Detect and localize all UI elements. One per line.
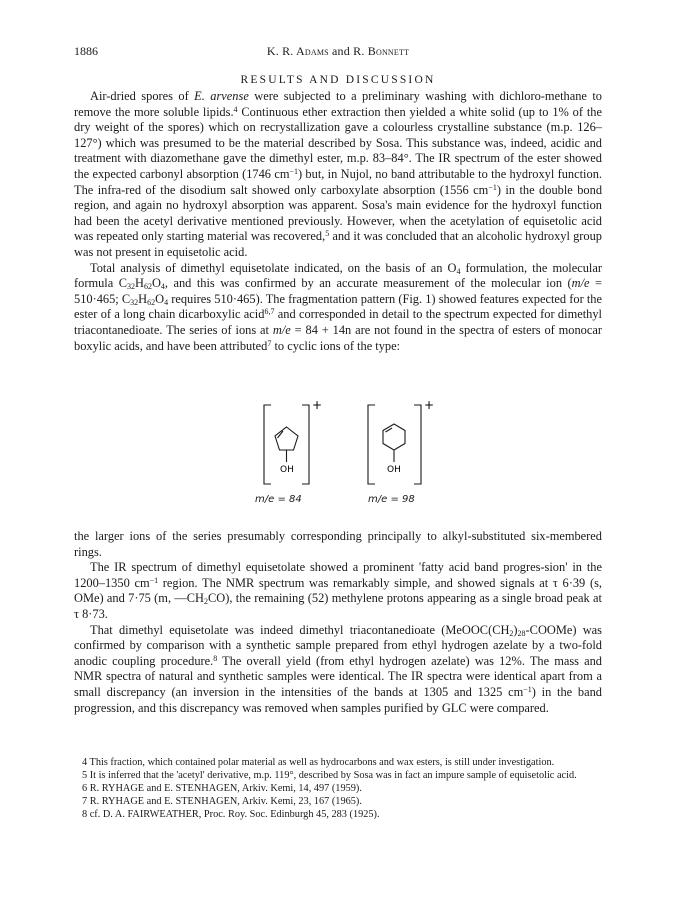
paragraph-2: Total analysis of dimethyl equisetolate indicated, on the basis of an $O_4$ formulation, the molecular formula $C_{32}H_{62}O_4$, and this was confirmed by an accurate measurement of the molecular ion (m/e = 510·465; $C_{32}H_{62}O_4$ requires 510·465). The fragmentation pattern (Fig. 1) showed features expected for the ester of a long chain dicarboxylic acid$^{6,7}$ and corresponded in detail to the spectrum expected for dimethyl triacontanedioate. The series of ions at m/e = 84 + 14n are not found in the spectra of esters of monocar boxylic acids, and have been attributed$^7$ to cyclic ions of the type: xyxy=(74,260,602,353)
caption-me-98: m/e = 98 xyxy=(368,494,415,505)
footnote-7: 7 R. RYHAGE and E. STENHAGEN, Arkiv. Kemi, 23, 167 (1965). xyxy=(82,796,362,807)
body-text-upper xyxy=(74,89,602,354)
bracket-left-open xyxy=(264,405,271,484)
paragraph-1: Air-dried spores of E. arvense were subjected to a preliminary washing with dichloro-methane to remove the more soluble lipids.$^4$ Continuous ether extraction then yielded a white solid (up to 1% of the dry weight of the spores) which on recrystallization gave a colourless crystalline substance (m.p. 126–127°) which was presumed to be the material described by Sosa. This substance was, indeed, acidic and treatment with diazomethane gave the dimethyl ester, m.p. 83–84°. The IR spectrum of the ester showed the expected carbonyl absorption (1746 $cm^{-1}$) but, in Nujol, no band attributable to the hydroxyl function. The infra-red of the disodium salt showed only carboxylate absorption (1556 $cm^{-1}$) in the double bond region, and again no hydroxyl absorption was apparent. Sosa's main evidence for the hydroxyl function had been the acetyl derivative mentioned previously. However, when the acetylation of equisetolic acid was repeated only starting material was recovered,$^5$ and it was concluded that an alcoholic hydroxyl group was not present in equisetolic acid. xyxy=(74,89,603,259)
page-header xyxy=(74,44,602,60)
footnotes xyxy=(80,756,602,821)
plus-left: + xyxy=(312,400,323,412)
bracket-right-open xyxy=(368,405,375,484)
oh-label-right: OH xyxy=(387,465,401,475)
caption-me-84: m/e = 84 xyxy=(255,494,302,505)
oh-label-left: OH xyxy=(280,465,294,475)
paragraph-4: The IR spectrum of dimethyl equisetolate showed a prominent 'fatty acid band progres-sion' in the 1200–1350 $cm^{-1}$ region. The NMR spectrum was remarkably simple, and showed signals at τ 6·39 (s, OMe) and 7·75 (m, $—CH_2CO$), the remaining (52) methylene protons appearing as a single broad peak at τ 8·73. xyxy=(74,560,602,621)
body-text-lower xyxy=(74,529,602,716)
footnote-8: 8 cf. D. A. FAIRWEATHER, Proc. Roy. Soc. Edinburgh 45, 283 (1925). xyxy=(82,809,380,820)
paragraph-5: That dimethyl equisetolate was indeed dimethyl triacontanedioate $(MeOOC(CH_2)_{28}-COOMe)$ was confirmed by comparison with a synthetic sample prepared from ethyl hydrogen azelate by a two-fold anodic coupling procedure.$^8$ The overall yield (from ethyl hydrogen azelate) was 12%. The mass and NMR spectra of natural and synthetic samples were identical. The IR spectra were identical apart from a small discrepancy (an inversion in the intensities of the bands at 1305 and 1325 $cm^{-1}$) in the band progression, and this discrepancy was removed when samples purified by GLC were compared. xyxy=(74,622,602,715)
footnote-6: 6 R. RYHAGE and E. STENHAGEN, Arkiv. Kemi, 14, 497 (1959). xyxy=(82,783,362,794)
cyclic-ion-structures xyxy=(0,400,676,520)
running-title: K. R. Adams and R. Bonnett xyxy=(266,44,410,58)
paragraph-3: the larger ions of the series presumably corresponding principally to alkyl-substituted six-membered rings. xyxy=(74,529,602,559)
page-number: 1886 xyxy=(74,44,98,58)
bracket-right-close xyxy=(414,405,421,484)
footnote-5: 5 It is inferred that the 'acetyl' derivative, m.p. 119°, described by Sosa was in fact an impure sample of equisetolic acid. xyxy=(82,770,577,781)
figure-cyclic-ions xyxy=(0,400,676,520)
bracket-left-close xyxy=(302,405,309,484)
cyclopentene-ring xyxy=(275,427,298,450)
plus-right: + xyxy=(424,400,435,412)
section-heading: RESULTS AND DISCUSSION xyxy=(240,74,436,86)
cyclohexene-ring xyxy=(383,424,405,450)
footnote-4: 4 This fraction, which contained polar material as well as hydrocarbons and wax esters, is still under investigation. xyxy=(82,757,555,768)
